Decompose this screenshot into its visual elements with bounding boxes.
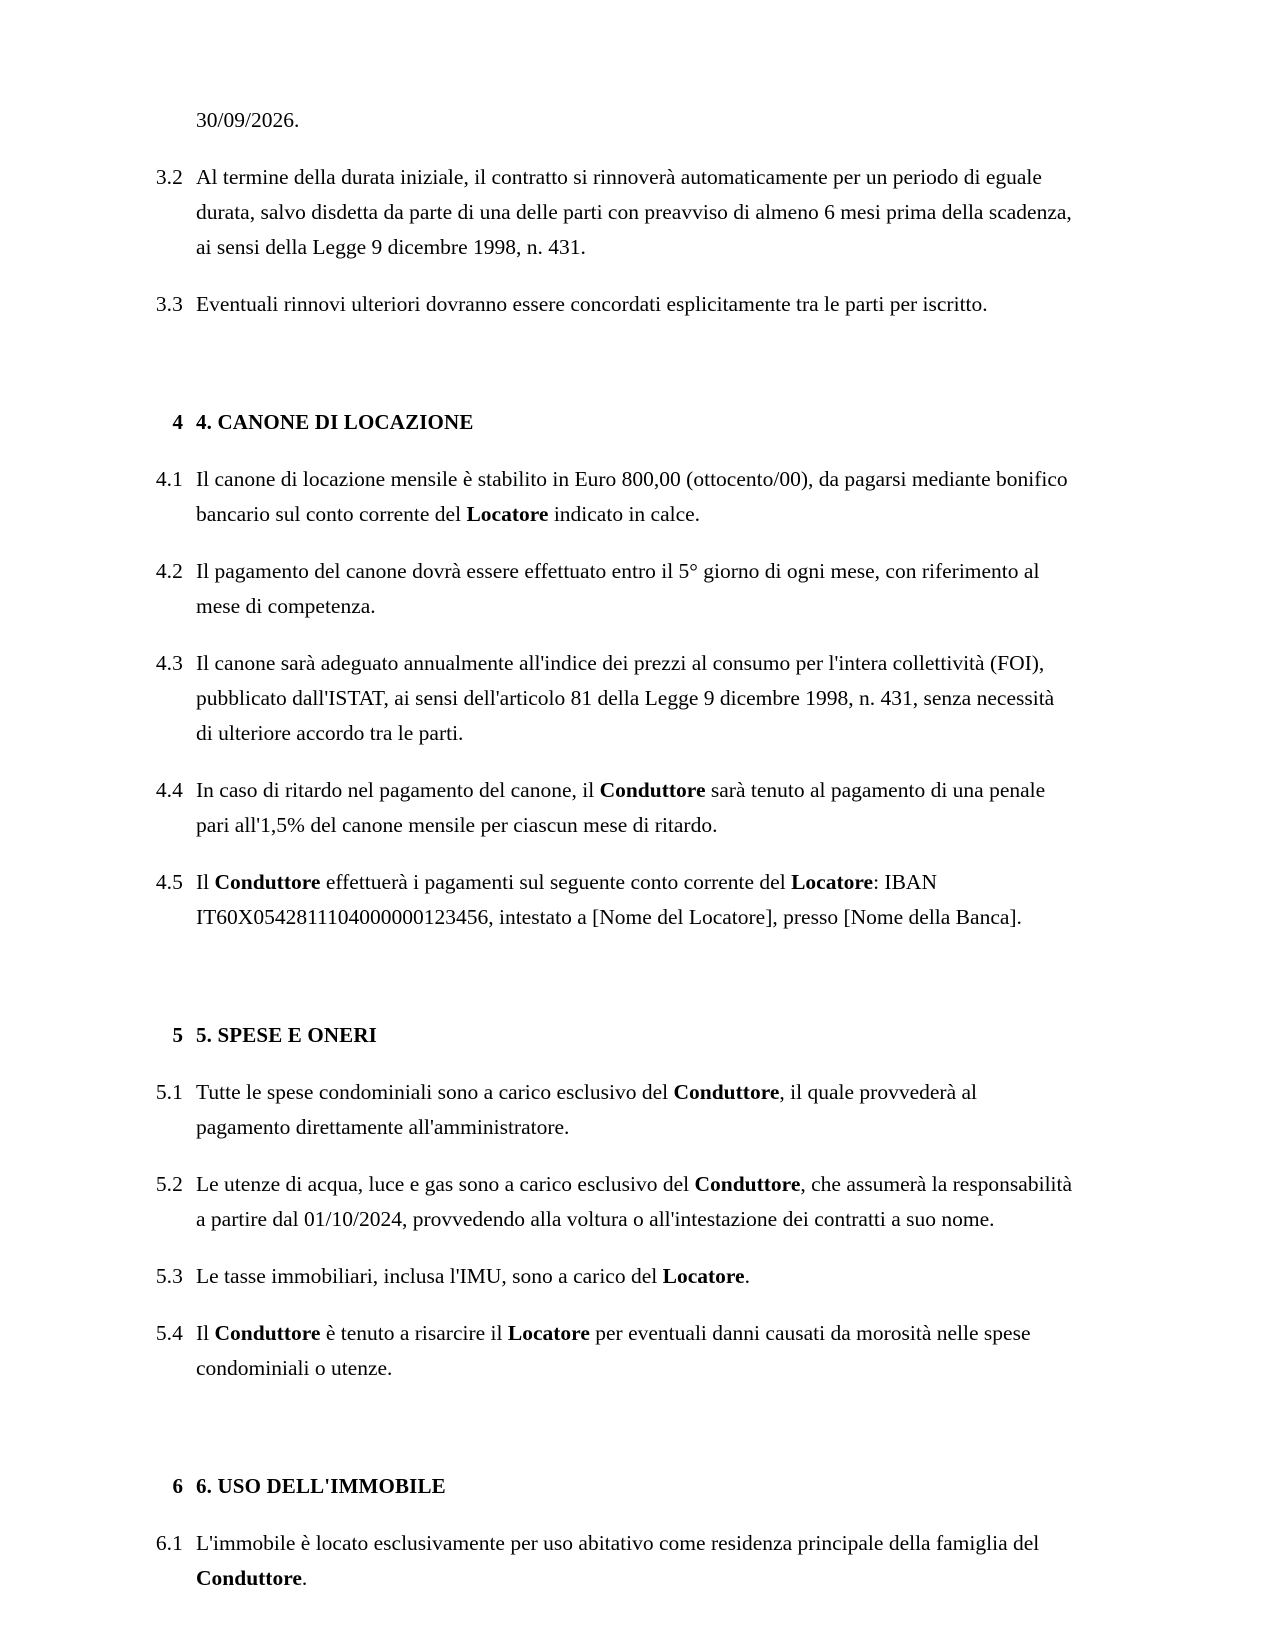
clause-5-1-number: 5.1 <box>155 1080 183 1104</box>
clause-6-1-number: 6.1 <box>155 1531 183 1555</box>
clause-4-4-text <box>183 773 1073 843</box>
section-heading-4-number: 4 <box>172 410 183 434</box>
clause-4-4 <box>138 773 1073 843</box>
clause-4-5-run-2: effettuerà i pagamenti sul seguente conto corrente del <box>320 870 792 894</box>
clause-4-5-run-0: Il <box>196 870 215 894</box>
clause-5-2-number: 5.2 <box>155 1172 183 1196</box>
clause-5-4-run-1: Conduttore <box>214 1321 321 1345</box>
section-spacer <box>138 344 1073 406</box>
clause-5-2-run-1: Conduttore <box>694 1172 801 1196</box>
clause-6-1-run-1: Conduttore <box>196 1566 302 1590</box>
clause-5-2-run-2: , che assumerà la responsabilità a partire dal 01/10/2024, provvedendo alla voltura o all'intestazione dei contratti a suo nome. <box>196 1172 1073 1231</box>
section-heading-5-number: 5 <box>172 1023 183 1047</box>
clause-4-3-number: 4.3 <box>155 651 183 675</box>
clause-4-1-run-2: indicato in calce. <box>548 502 701 526</box>
clause-5-2-run-0: Le utenze di acqua, luce e gas sono a carico esclusivo del <box>196 1172 695 1196</box>
clause-6-1-text <box>183 1526 1073 1596</box>
clause-4-4-run-0: In caso di ritardo nel pagamento del canone, il <box>196 778 600 802</box>
clause-4-5-run-3: Locatore <box>791 870 874 894</box>
clause-5-3-run-1: Locatore <box>662 1264 745 1288</box>
section-heading-4-label: 4. CANONE DI LOCAZIONE <box>196 410 474 434</box>
section-heading-5 <box>138 1019 1073 1051</box>
clause-5-3 <box>138 1259 1073 1294</box>
clause-3-2-number: 3.2 <box>155 165 183 189</box>
section-spacer <box>138 1408 1073 1470</box>
section-spacer <box>138 1051 1073 1075</box>
clause-6-1 <box>138 1526 1073 1596</box>
clause-4-5-run-4: : IBAN IT60X0542811104000000123456, intestato a [Nome del Locatore], presso [Nome della Banca]. <box>196 870 1022 929</box>
clause-5-4 <box>138 1316 1073 1386</box>
section-heading-6-label: 6. USO DELL'IMMOBILE <box>196 1474 446 1498</box>
clause-5-2-text <box>183 1167 1073 1237</box>
document-body <box>138 103 1073 1618</box>
clause-4-5-run-1: Conduttore <box>214 870 321 894</box>
section-heading-6-number: 6 <box>172 1474 183 1498</box>
clause-4-3 <box>138 646 1073 751</box>
clause-5-4-number: 5.4 <box>155 1321 183 1345</box>
clause-4-2-text: Il pagamento del canone dovrà essere effettuato entro il 5° giorno di ogni mese, con riferimento al mese di competenza. <box>196 559 1040 618</box>
section-heading-5-label: 5. SPESE E ONERI <box>196 1023 377 1047</box>
section-spacer <box>138 957 1073 1019</box>
clause-4-1-number: 4.1 <box>155 467 183 491</box>
section-spacer <box>138 438 1073 462</box>
clause-4-1-text <box>183 462 1073 532</box>
clause-6-1-run-2: . <box>301 1566 308 1590</box>
clause-3-3-text: Eventuali rinnovi ulteriori dovranno essere concordati esplicitamente tra le parti per iscritto. <box>196 292 988 316</box>
clause-4-2-number: 4.2 <box>155 559 183 583</box>
clause-5-1-text <box>183 1075 1073 1145</box>
clause-3-1-continuation: 30/09/2026. <box>196 108 300 132</box>
clause-3-3-number: 3.3 <box>155 292 183 316</box>
clause-5-4-run-3: Locatore <box>507 1321 590 1345</box>
clause-4-2 <box>138 554 1073 624</box>
clause-5-3-number: 5.3 <box>155 1264 183 1288</box>
clause-5-1-run-0: Tutte le spese condominiali sono a carico esclusivo del <box>196 1080 674 1104</box>
clause-4-1-run-0: Il canone di locazione mensile è stabilito in Euro 800,00 (ottocento/00), da pagarsi mediante bonifico bancario sul conto corrente del <box>196 467 1068 526</box>
clause-4-3-text: Il canone sarà adeguato annualmente all'indice dei prezzi al consumo per l'intera collettività (FOI), pubblicato dall'ISTAT, ai sensi dell'articolo 81 della Legge 9 dicembre 1998, n. 431, senza necessità di ulteriore accordo tra le parti. <box>196 651 1055 745</box>
clause-3-3 <box>138 287 1073 322</box>
clause-5-3-text <box>183 1259 1073 1294</box>
clause-4-4-run-2: sarà tenuto al pagamento di una penale pari all'1,5% del canone mensile per ciascun mese di ritardo. <box>196 778 1046 837</box>
clause-3-2 <box>138 160 1073 265</box>
clause-5-2 <box>138 1167 1073 1237</box>
clause-5-4-run-0: Il <box>196 1321 215 1345</box>
clause-4-1-run-1: Locatore <box>466 502 549 526</box>
clause-5-4-text <box>183 1316 1073 1386</box>
clause-5-3-run-2: . <box>744 1264 750 1288</box>
clause-4-4-run-1: Conduttore <box>599 778 706 802</box>
clause-5-1-run-2: , il quale provvederà al pagamento direttamente all'amministratore. <box>196 1080 978 1139</box>
clause-5-4-run-2: è tenuto a risarcire il <box>320 1321 508 1345</box>
section-heading-4 <box>138 406 1073 438</box>
clause-4-5 <box>138 865 1073 935</box>
clause-4-5-text <box>183 865 1073 935</box>
section-heading-6 <box>138 1470 1073 1502</box>
clause-4-5-number: 4.5 <box>155 870 183 894</box>
clause-5-1 <box>138 1075 1073 1145</box>
clause-5-1-run-1: Conduttore <box>673 1080 780 1104</box>
clause-3-2-text: Al termine della durata iniziale, il contratto si rinnoverà automaticamente per un periodo di eguale durata, salvo disdetta da parte di una delle parti con preavviso di almeno 6 mesi prima della scadenza, ai sensi della Legge 9 dicembre 1998, n. 431. <box>196 165 1072 259</box>
clause-4-4-number: 4.4 <box>155 778 183 802</box>
section-spacer <box>138 1502 1073 1526</box>
clause-5-3-run-0: Le tasse immobiliari, inclusa l'IMU, sono a carico del <box>196 1264 663 1288</box>
clause-6-1-run-0: L'immobile è locato esclusivamente per uso abitativo come residenza principale della famiglia del <box>196 1531 1040 1555</box>
clause-4-1 <box>138 462 1073 532</box>
clause-5-4-run-4: per eventuali danni causati da morosità nelle spese condominiali o utenze. <box>196 1321 1031 1380</box>
